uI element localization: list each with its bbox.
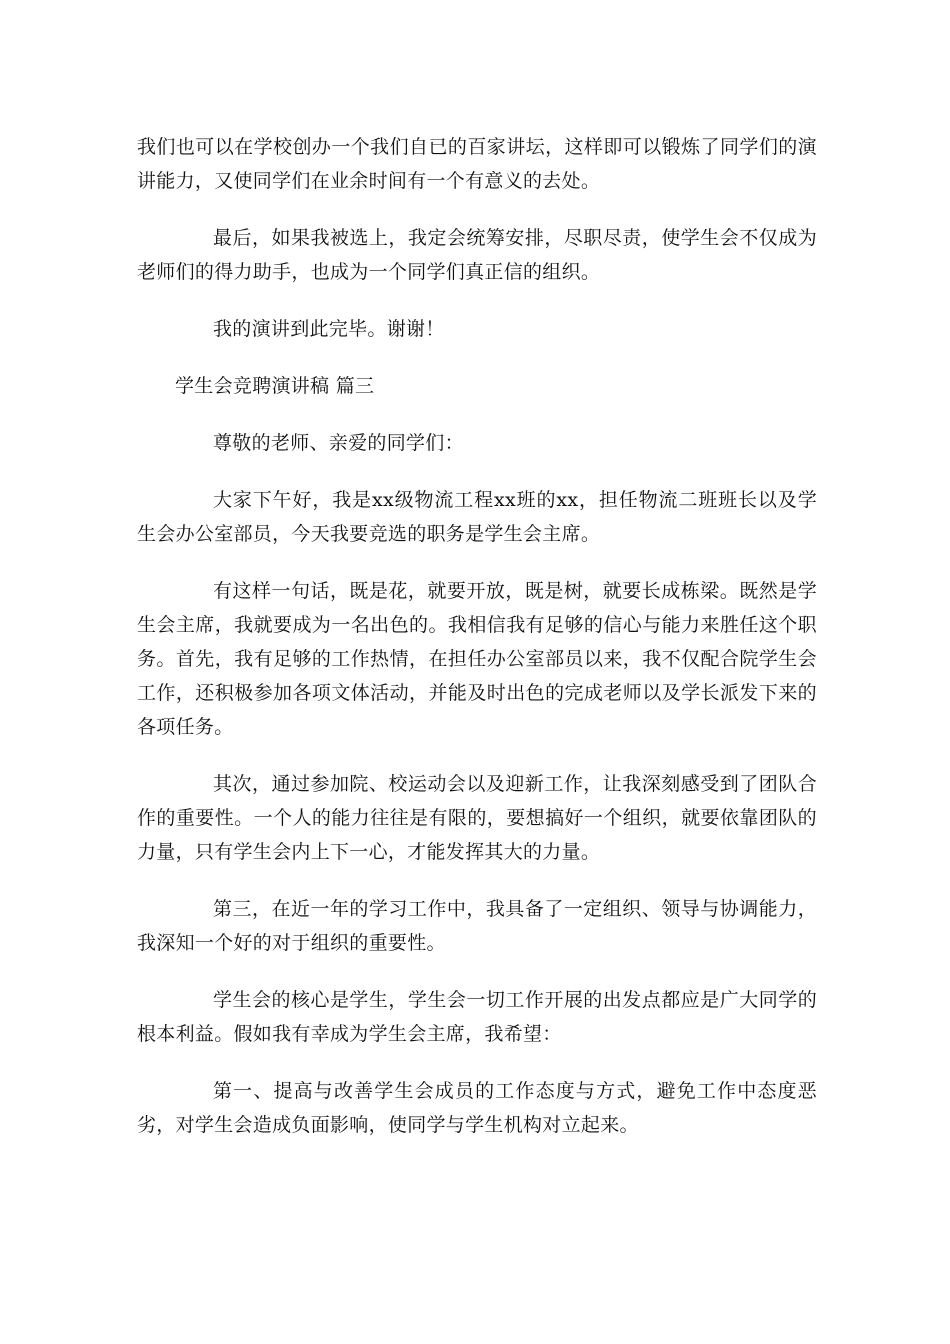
section-heading: 学生会竞聘演讲稿 篇三	[175, 375, 375, 397]
paragraph-10: 学生会的核心是学生，学生会一切工作开展的出发点都应是广大同学的根本利益。假如我有幸成为学生会主席，我希望：	[137, 989, 817, 1045]
paragraph-8: 其次，通过参加院、校运动会以及迎新工作，让我深刻感受到了团队合作的重要性。一个人的能力往往是有限的，要想搞好一个组织，就要依靠团队的力量，只有学生会内上下一心，才能发挥其大的力量。	[137, 773, 817, 863]
paragraph-2: 最后，如果我被选上，我定会统筹安排，尽职尽责，使学生会不仅成为老师们的得力助手，也成为一个同学们真正信的组织。	[137, 227, 817, 283]
paragraph-7: 有这样一句话，既是花，就要开放，既是树，就要长成栋梁。既然是学生会主席，我就要成为一名出色的。我相信我有足够的信心与能力来胜任这个职务。首先，我有足够的工作热情，在担任办公室部员以来，我不仅配合院学生会工作，还积极参加各项文体活动，并能及时出色的完成老师以及学长派发下来的各项任务。	[137, 580, 817, 738]
document-body	[137, 130, 817, 1165]
paragraph-3: 我的演讲到此完毕。谢谢！	[213, 318, 445, 340]
paragraph-1: 我们也可以在学校创办一个我们自已的百家讲坛，这样即可以锻炼了同学们的演讲能力，又使同学们在业余时间有一个有意义的去处。	[137, 136, 817, 192]
paragraph-9: 第三，在近一年的学习工作中，我具备了一定组织、领导与协调能力，我深知一个好的对于组织的重要性。	[137, 898, 817, 954]
paragraph-6: 大家下午好，我是xx级物流工程xx班的xx，担任物流二班班长以及学生会办公室部员，今天我要竞选的职务是学生会主席。	[137, 489, 817, 545]
paragraph-11: 第一、提高与改善学生会成员的工作态度与方式，避免工作中态度恶劣，对学生会造成负面影响，使同学与学生机构对立起来。	[137, 1080, 817, 1136]
salutation: 尊敬的老师、亲爱的同学们：	[213, 432, 464, 454]
